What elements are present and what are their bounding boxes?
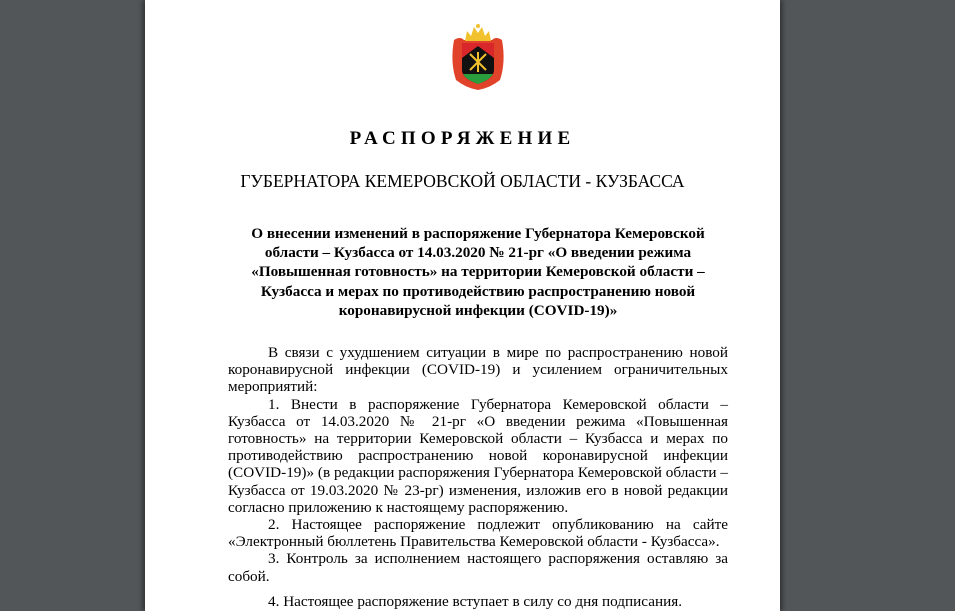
paragraph-item-2: 2. Настоящее распоряжение подлежит опубликованию на сайте «Электронный бюллетень Правительства Кемеровской области - Кузбасса». — [228, 516, 728, 551]
document-body — [228, 344, 728, 610]
paragraph-intro: В связи с ухудшением ситуации в мире по распространению новой коронавирусной инфекции (COVID-19) и усилением ограничительных мероприятий: — [228, 344, 728, 396]
paragraph-item-3: 3. Контроль за исполнением настоящего распоряжения оставляю за собой. — [228, 550, 728, 585]
paragraph-item-4: 4. Настоящее распоряжение вступает в силу со дня подписания. — [268, 592, 682, 610]
document-heading: О внесении изменений в распоряжение Губернатора Кемеровской области – Кузбасса от 14.03.2020 № 21-рг «О введении режима «Повышенная готовность» на территории Кемеровской области – Кузбасса и мерах по противодействию распространению новой коронавирусной инфекции (COVID-19)» — [251, 225, 705, 319]
document-title: РАСПОРЯЖЕНИЕ — [349, 128, 576, 149]
coat-of-arms-icon — [448, 22, 508, 92]
document-subtitle: ГУБЕРНАТОРА КЕМЕРОВСКОЙ ОБЛАСТИ - КУЗБАССА — [240, 171, 685, 191]
paragraph-item-1: 1. Внести в распоряжение Губернатора Кемеровской области – Кузбасса от 14.03.2020 № 21-рг «О введении режима «Повышенная готовность» на территории Кемеровской области – Кузбасса и мерах по противодействию распространению новой коронавирусной инфекции (COVID-19)» (в редакции распоряжения Губернатора Кемеровской области – Кузбасса от 19.03.2020 № 23-рг) изменения, изложив его в новой редакции согласно приложению к настоящему распоряжению. — [228, 395, 728, 516]
